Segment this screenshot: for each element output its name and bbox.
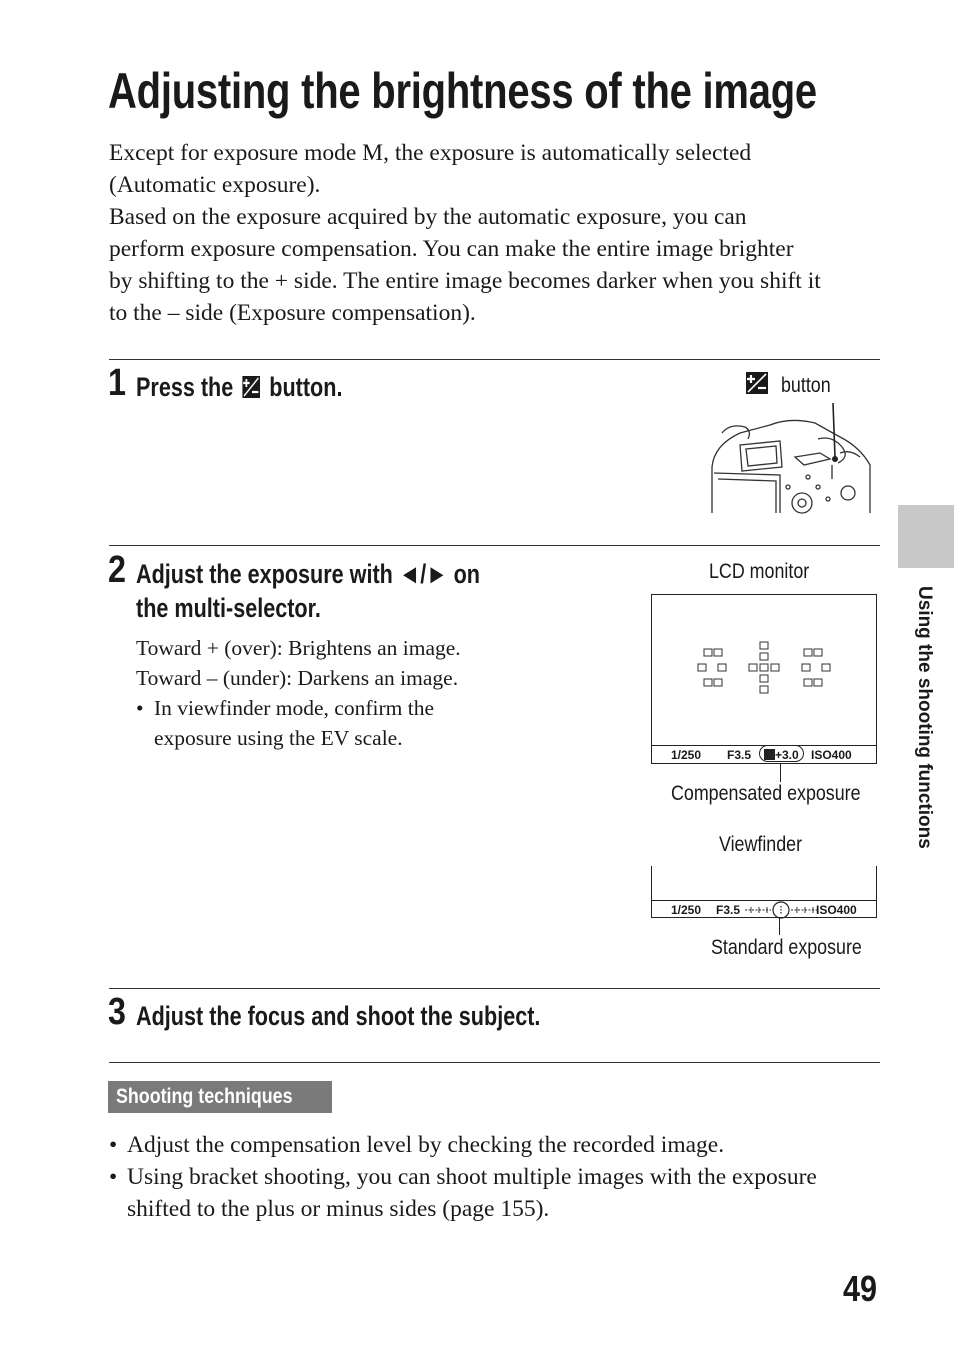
step3-number: 3 — [108, 991, 126, 1033]
lcd-ev-value: +3.0 — [775, 748, 799, 762]
lcd-info-bar — [651, 745, 877, 764]
bullet-marker: • — [109, 1132, 118, 1158]
section-side-label: Using the shooting functions — [914, 586, 935, 849]
step3-bottom-divider — [109, 1062, 880, 1063]
step3-title: Adjust the focus and shoot the subject. — [136, 1001, 541, 1031]
step2-bullet-line: exposure using the EV scale. — [154, 726, 403, 750]
step2-number: 2 — [108, 549, 126, 591]
intro-line: to the – side (Exposure compensation). — [109, 300, 476, 326]
exposure-compensation-icon — [764, 749, 775, 760]
lcd-shutter-speed: 1/250 — [671, 748, 702, 762]
vf-aperture: F3.5 — [716, 903, 741, 917]
intro-line: perform exposure compensation. You can make the entire image brighter — [109, 236, 794, 262]
intro-line: Except for exposure mode M, the exposure is automatically selected — [109, 140, 752, 166]
shooting-techniques-label: Shooting techniques — [116, 1085, 293, 1108]
list-item-text: shifted to the plus or minus sides (page 155). — [127, 1196, 550, 1222]
camera-illustration — [700, 395, 880, 515]
page-number: 49 — [843, 1268, 878, 1309]
bullet-marker: • — [109, 1164, 118, 1190]
intro-line: Based on the exposure acquired by the automatic exposure, you can — [109, 204, 747, 230]
step2-body-line: Toward + (over): Brightens an image. — [136, 636, 461, 660]
standard-exposure-label: Standard exposure — [711, 936, 862, 959]
step1-divider — [109, 359, 880, 360]
step2-title-line2: the multi-selector. — [136, 593, 321, 623]
exposure-compensation-icon — [746, 372, 768, 394]
intro-line: (Automatic exposure). — [109, 172, 321, 198]
exposure-compensation-icon — [242, 376, 260, 398]
intro-paragraph — [109, 137, 884, 329]
section-tab — [898, 505, 954, 568]
list-item — [109, 1129, 884, 1161]
bullet-marker: • — [136, 696, 144, 720]
standard-leader-line — [779, 918, 780, 935]
step1-title — [136, 370, 342, 404]
step2-body — [136, 633, 556, 753]
lcd-iso: ISO400 — [811, 748, 852, 762]
af-points-grid — [652, 595, 876, 745]
step1-title-before: Press the — [136, 372, 234, 402]
step2-body-line: Toward – (under): Darkens an image. — [136, 666, 459, 690]
step2-bullet — [136, 693, 556, 753]
vf-iso: ISO400 — [816, 903, 857, 917]
ev-scale — [743, 901, 819, 919]
lcd-monitor-label: LCD monitor — [709, 560, 810, 583]
list-item-text: Using bracket shooting, you can shoot multiple images with the exposure — [127, 1164, 817, 1190]
step2-bullet-line: In viewfinder mode, confirm the — [154, 696, 435, 720]
page-title: Adjusting the brightness of the image — [108, 63, 817, 119]
step1-title-after: button. — [269, 372, 343, 402]
step2-title-line1: Adjust the exposure with ◄/► on — [136, 559, 480, 589]
list-item — [109, 1161, 884, 1225]
intro-line: by shifting to the + side. The entire image becomes darker when you shift it — [109, 268, 821, 294]
step1-number: 1 — [108, 362, 126, 404]
shooting-techniques-badge — [108, 1081, 332, 1113]
lcd-monitor-diagram — [651, 594, 877, 764]
viewfinder-label: Viewfinder — [719, 833, 803, 856]
callout-label: button — [781, 374, 831, 397]
step2-divider — [109, 545, 880, 546]
list-item-text: Adjust the compensation level by checking the recorded image. — [127, 1132, 725, 1158]
vf-shutter-speed: 1/250 — [671, 903, 702, 917]
compensated-exposure-label: Compensated exposure — [671, 782, 861, 805]
techniques-list — [109, 1129, 884, 1225]
viewfinder-info-bar — [651, 900, 877, 918]
compensated-leader-line — [780, 764, 781, 782]
step3-divider — [109, 988, 880, 989]
callout-ev-button — [746, 372, 768, 397]
lcd-aperture: F3.5 — [727, 748, 752, 762]
